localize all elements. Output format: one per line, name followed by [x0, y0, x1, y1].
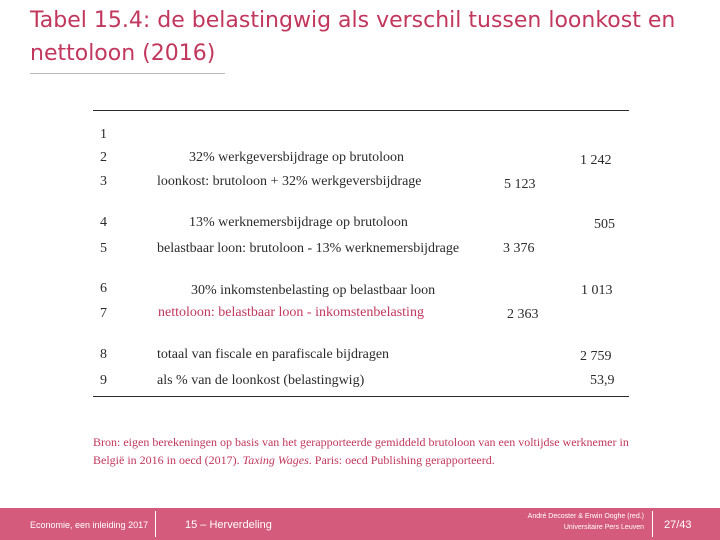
table-bottom-rule: [93, 396, 629, 397]
row-label: totaal van fiscale en parafiscale bijdragen: [157, 347, 390, 362]
row-value: 53,9: [590, 373, 615, 388]
source-note: [93, 433, 653, 469]
row-value: 505: [594, 217, 615, 232]
row-number: 5: [100, 241, 107, 256]
source-publication-title: Taxing Wages: [242, 453, 309, 467]
footer-divider: [652, 511, 653, 537]
row-label: belastbaar loon: brutoloon - 13% werknemersbijdrage: [157, 241, 460, 256]
row-number: 9: [100, 373, 107, 388]
row-number: 3: [100, 174, 107, 189]
footer-publisher: Universitaire Pers Leuven: [563, 524, 644, 531]
footer-chapter: 15 – Herverdeling: [185, 519, 272, 531]
row-number: 8: [100, 347, 107, 362]
footer-book-title: Economie, een inleiding 2017: [30, 520, 149, 530]
row-number: 2: [100, 150, 107, 165]
row-value: 3 376: [503, 241, 535, 256]
row-value: 5 123: [504, 177, 536, 192]
footer-bar: [0, 508, 720, 540]
row-number: 6: [100, 281, 107, 296]
row-label: nettoloon: belastbaar loon - inkomstenbelasting: [158, 305, 424, 320]
title-underline: [30, 73, 225, 74]
row-label: 13% werknemersbijdrage op brutoloon: [189, 215, 408, 230]
row-value: 1 242: [580, 153, 612, 168]
slide-title: Tabel 15.4: de belastingwig als verschil tussen loonkost en nettoloon (2016): [30, 8, 676, 66]
footer-authors: André Decoster & Erwin Ooghe (red.): [527, 513, 644, 520]
row-label: 30% inkomstenbelasting op belastbaar loon: [191, 283, 436, 298]
page-number: 27/43: [664, 519, 692, 531]
row-label: als % van de loonkost (belastingwig): [157, 373, 365, 388]
source-text-end: . Paris: oecd Publishing gerapporteerd.: [308, 453, 495, 467]
row-label: loonkost: brutoloon + 32% werkgeversbijdrage: [157, 174, 422, 189]
row-number: 4: [100, 215, 107, 230]
row-value: 1 013: [581, 283, 613, 298]
row-value: 2 363: [507, 307, 539, 322]
source-text: Bron: eigen berekeningen op basis van het gerapporteerde gemiddeld brutoloon van een voltijdse werknemer in België in 2016 in oecd (2017).: [93, 435, 629, 467]
row-number: 7: [100, 306, 107, 321]
table-top-rule: [93, 110, 629, 111]
row-number: 1: [100, 127, 107, 142]
row-value: 2 759: [580, 349, 612, 364]
footer-divider: [155, 511, 156, 537]
row-label: 32% werkgeversbijdrage op brutoloon: [189, 150, 404, 165]
